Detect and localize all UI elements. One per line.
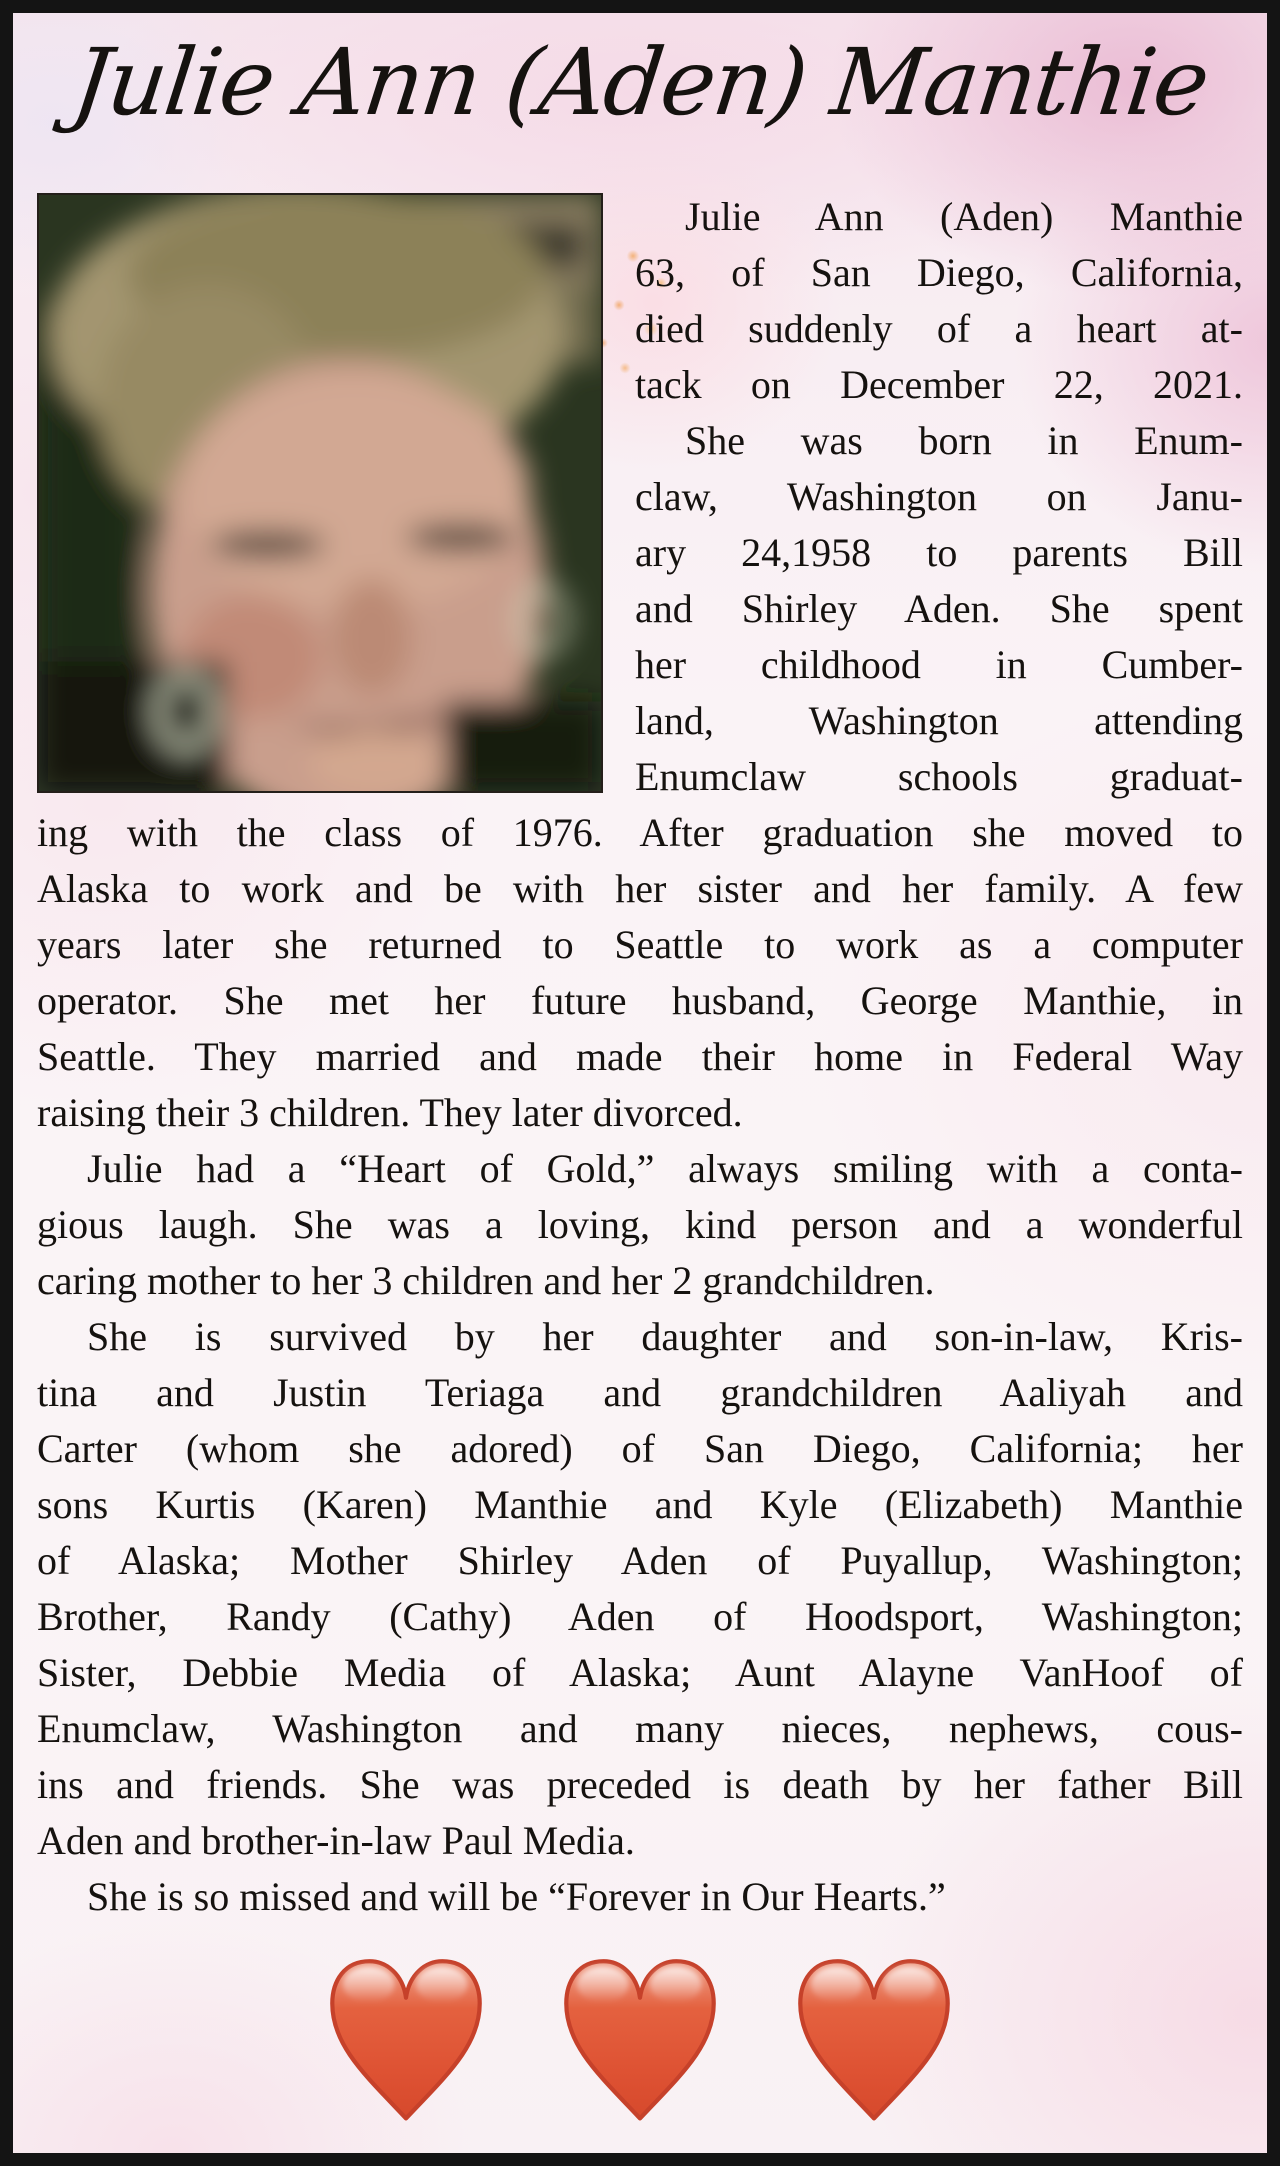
text-line: ing with the class of 1976. After graduation she moved to [37, 810, 1243, 855]
content-area [13, 189, 1267, 2125]
text-line: Enumclaw, Washington and many nieces, nephews, cous- [37, 1706, 1243, 1751]
text-line: and Shirley Aden. She spent [635, 586, 1243, 631]
text-line: Enumclaw schools graduat- [635, 754, 1243, 799]
text-line: years later she returned to Seattle to work as a computer [37, 922, 1243, 967]
hearts-row [37, 1953, 1243, 2125]
text-line: gious laugh. She was a loving, kind person and a wonderful [37, 1202, 1243, 1247]
text-line: Aden and brother-in-law Paul Media. [37, 1818, 635, 1863]
text-line: raising their 3 children. They later divorced. [37, 1090, 743, 1135]
text-line: She is survived by her daughter and son-in-law, Kris- [87, 1314, 1243, 1359]
text-line: tina and Justin Teriaga and grandchildren Aaliyah and [37, 1370, 1243, 1415]
text-line: 63, of San Diego, California, [635, 250, 1243, 295]
text-line: Sister, Debbie Media of Alaska; Aunt Alayne VanHoof of [37, 1650, 1243, 1695]
text-line: tack on December 22, 2021. [635, 362, 1243, 407]
text-line: Julie had a “Heart of Gold,” always smiling with a conta- [87, 1146, 1243, 1191]
text-line: operator. She met her future husband, George Manthie, in [37, 978, 1243, 1023]
text-line: died suddenly of a heart at- [635, 306, 1243, 351]
text-line: her childhood in Cumber- [635, 642, 1243, 687]
portrait-photo [37, 193, 603, 793]
heart-icon [793, 1953, 955, 2125]
obituary-text [37, 189, 1243, 1925]
text-line: claw, Washington on Janu- [635, 474, 1243, 519]
text-line: Carter (whom she adored) of San Diego, California; her [37, 1426, 1243, 1471]
text-line: land, Washington attending [635, 698, 1243, 743]
text-line: Julie Ann (Aden) Manthie [685, 194, 1243, 239]
text-line: caring mother to her 3 children and her 2 grandchildren. [37, 1258, 935, 1303]
text-line: of Alaska; Mother Shirley Aden of Puyallup, Washington; [37, 1538, 1243, 1583]
text-line: ary 24,1958 to parents Bill [635, 530, 1243, 575]
heart-icon [325, 1953, 487, 2125]
text-line: Brother, Randy (Cathy) Aden of Hoodsport, Washington; [37, 1594, 1243, 1639]
heart-icon [559, 1953, 721, 2125]
text-line: Alaska to work and be with her sister and her family. A few [37, 866, 1243, 911]
text-line: She was born in Enum- [685, 418, 1243, 463]
text-line: Seattle. They married and made their home in Federal Way [37, 1034, 1243, 1079]
text-line: ins and friends. She was preceded is death by her father Bill [37, 1762, 1243, 1807]
text-line: sons Kurtis (Karen) Manthie and Kyle (Elizabeth) Manthie [37, 1482, 1243, 1527]
page-title: Julie Ann (Aden) Manthie [66, 29, 1214, 136]
text-line: She is so missed and will be “Forever in Our Hearts.” [87, 1874, 946, 1919]
